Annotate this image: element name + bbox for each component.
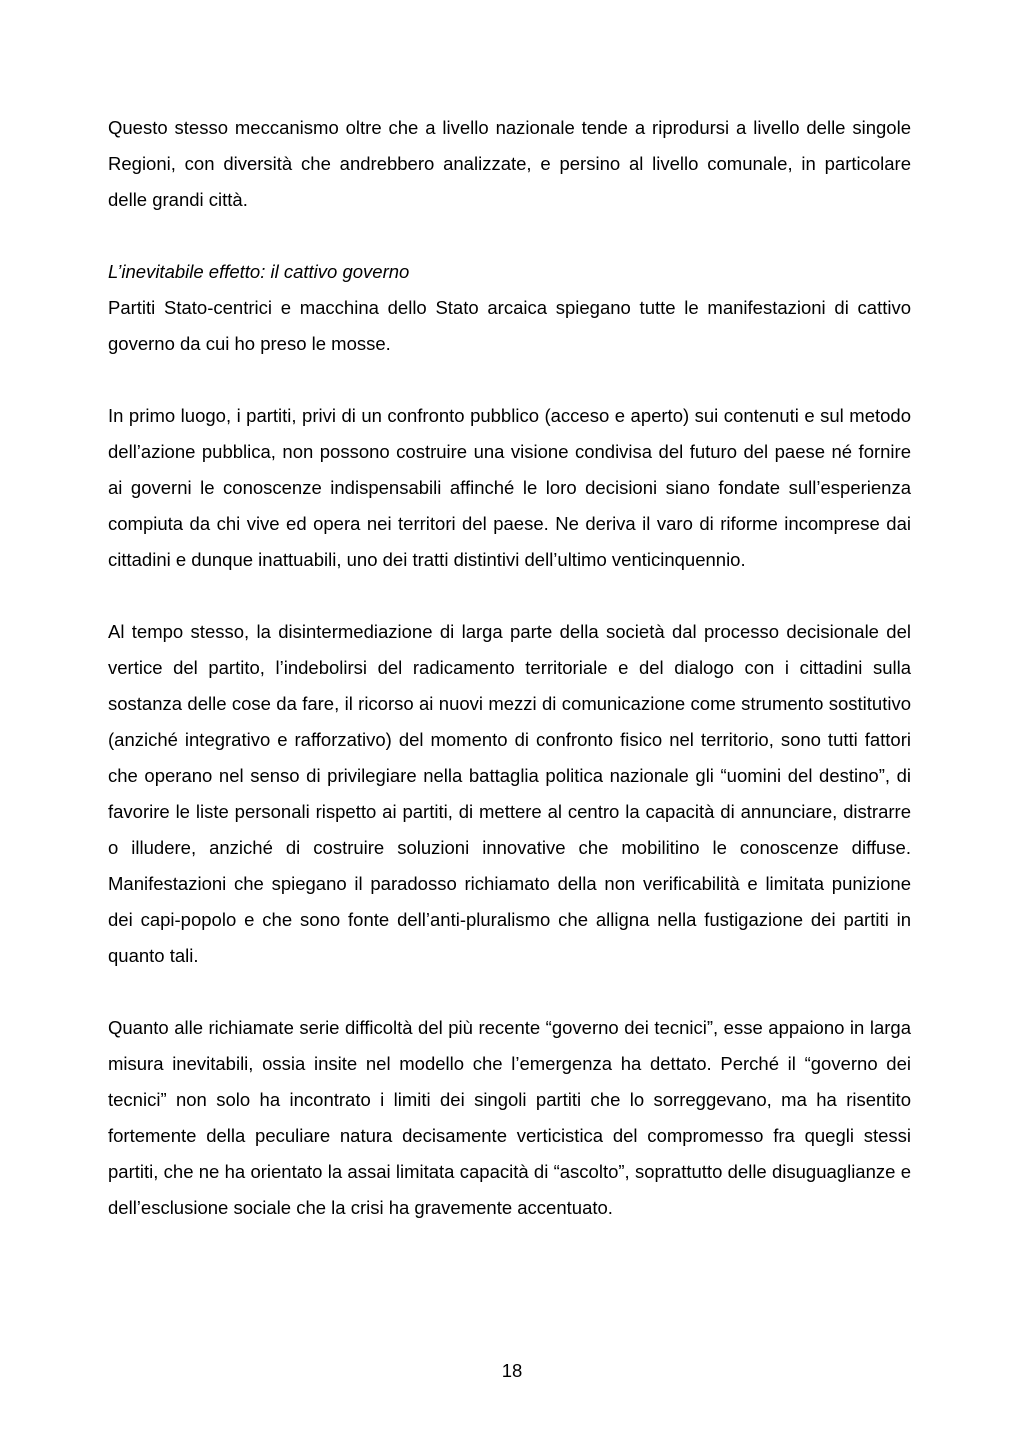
body-paragraph-5: Quanto alle richiamate serie difficoltà del più recente “governo dei tecnici”, esse appaiono in larga misura inevitabili, ossia insite nel modello che l’emergenza ha dettato. Perché il “governo dei tecnici” non solo ha incontrato i limiti dei singoli partiti che lo sorreggevano, ma ha risentito fortemente della peculiare natura decisamente verticistica del compromesso fra quegli stessi partiti, che ne ha orientato la assai limitata capacità di “ascolto”, soprattutto delle disuguaglianze e dell’esclusione sociale che la crisi ha gravemente accentuato. — [108, 1017, 911, 1218]
body-paragraph-1: Questo stesso meccanismo oltre che a livello nazionale tende a riprodursi a livello delle singole Regioni, con diversità che andrebbero analizzate, e persino al livello comunale, in particolare delle grandi città. — [108, 117, 911, 210]
page-number: 18 — [501, 1360, 523, 1381]
section-heading: L’inevitabile effetto: il cattivo governo — [108, 261, 410, 282]
body-paragraph-4: Al tempo stesso, la disintermediazione di larga parte della società dal processo decisionale del vertice del partito, l’indebolirsi del radicamento territoriale e del dialogo con i cittadini sulla sostanza delle cose da fare, il ricorso ai nuovi mezzi di comunicazione come strumento sostitutivo (anziché integrativo e rafforzativo) del momento di confronto fisico nel territorio, sono tutti fattori che operano nel senso di privilegiare nella battaglia politica nazionale gli “uomini del destino”, di favorire le liste personali rispetto ai partiti, di mettere al centro la capacità di annunciare, distrarre o illudere, anziché di costruire soluzioni innovative che mobilitino le conoscenze diffuse. Manifestazioni che spiegano il paradosso richiamato della non verificabilità e limitata punizione dei capi-popolo e che sono fonte dell’anti-pluralismo che alligna nella fustigazione dei partiti in quanto tali. — [108, 621, 911, 966]
text-block — [108, 110, 911, 1226]
body-paragraph-2: Partiti Stato-centrici e macchina dello Stato arcaica spiegano tutte le manifestazioni di cattivo governo da cui ho preso le mosse. — [108, 297, 911, 354]
body-paragraph-3: In primo luogo, i partiti, privi di un confronto pubblico (acceso e aperto) sui contenuti e sul metodo dell’azione pubblica, non possono costruire una visione condivisa del futuro del paese né fornire ai governi le conoscenze indispensabili affinché le loro decisioni siano fondate sull’esperienza compiuta da chi vive ed opera nei territori del paese. Ne deriva il varo di riforme incomprese dai cittadini e dunque inattuabili, uno dei tratti distintivi dell’ultimo venticinquennio. — [108, 405, 911, 570]
